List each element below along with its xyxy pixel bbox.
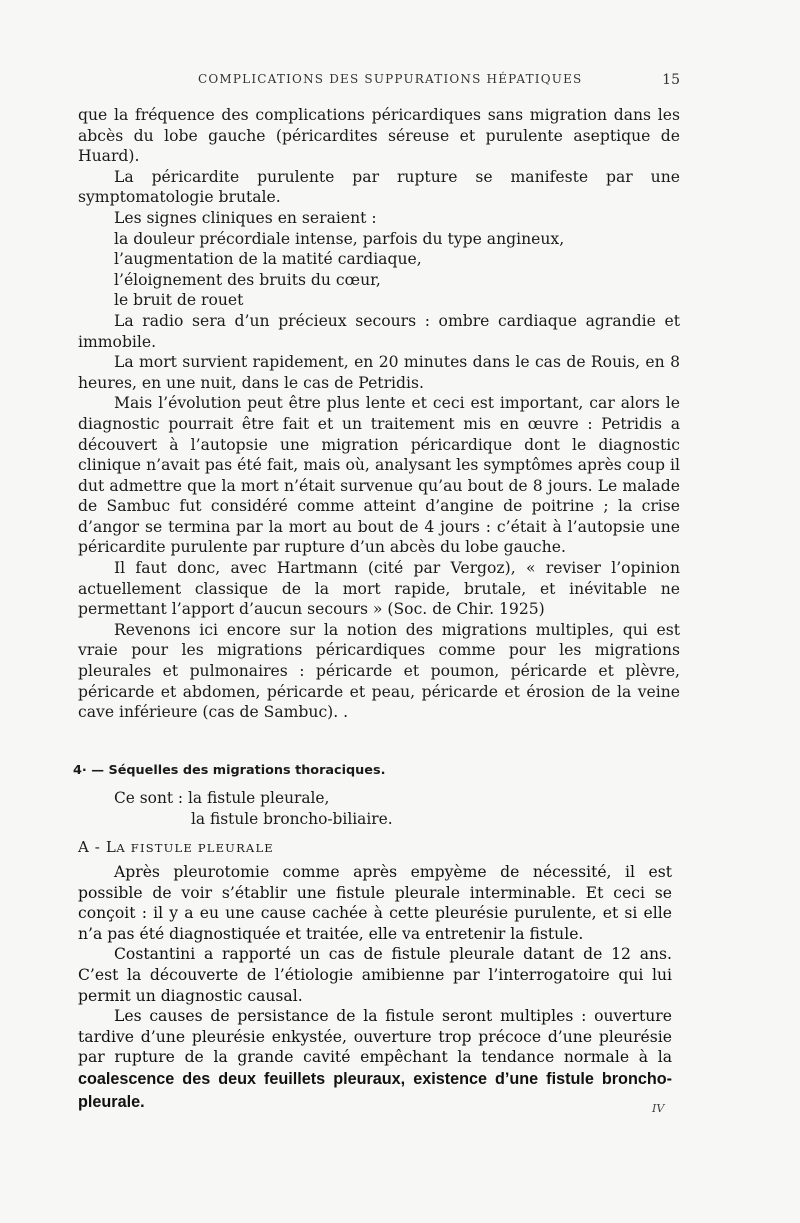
paragraph: Costantini a rapporté un cas de fistule pleurale datant de 12 ans. C’est la découverte de l’étiologie amibienne par l’interrogatoire qui lui permit un diagnostic causal. <box>78 945 672 1005</box>
running-title: COMPLICATIONS DES SUPPURATIONS HÉPATIQUES <box>198 72 583 86</box>
paragraph: La péricardite purulente par rupture se manifeste par une symptomatologie brutale. <box>78 167 680 207</box>
section-number: 4· <box>73 763 87 778</box>
subsection-title: A FISTULE PLEURALE <box>116 841 274 855</box>
paragraph: Les signes cliniques en seraient : <box>114 208 377 227</box>
signature-mark: IV <box>652 1102 665 1115</box>
paragraph: Il faut donc, avec Hartmann (cité par Vergoz), « reviser l’opinion actuellement classique de la mort rapide, brutale, et inévitable ne permettant l’apport d’aucun secours » (Soc. de Chir. 1925) <box>78 559 680 619</box>
paragraph: Après pleurotomie comme après empyème de nécessité, il est possible de voir s’établir une fistule pleurale interminable. Et ceci se conçoit : il y a eu une cause cachée à cette pleurésie purulente, et si elle n’a pas été diagnostiquée et traitée, elle va entretenir la fistule. <box>78 863 672 943</box>
lower-text <box>78 862 672 1114</box>
subsection-letter: A - L <box>78 838 117 856</box>
symptom-item: l’augmentation de la matité cardiaque, <box>114 250 422 269</box>
symptom-item: le bruit de rouet <box>114 291 244 310</box>
paragraph: La mort survient rapidement, en 20 minutes dans le cas de Rouis, en 8 heures, en une nuit, dans le cas de Petridis. <box>78 353 680 392</box>
sequelae-list <box>114 788 674 829</box>
list-item: la fistule broncho-biliaire. <box>191 809 393 828</box>
symptom-item: la douleur précordiale intense, parfois du type angineux, <box>114 229 565 248</box>
paragraph: La radio sera d’un précieux secours : ombre cardiaque agrandie et immobile. <box>78 311 680 351</box>
section-heading <box>73 763 680 778</box>
paragraph <box>78 1006 672 1114</box>
paragraph: que la fréquence des complications péricardiques sans migration dans les abcès du lobe gauche (péricardites séreuse et purulente aseptique de Huard). <box>78 106 680 166</box>
subsection-heading <box>78 838 274 856</box>
paragraph-normal: Les causes de persistance de la fistule seront multiples : ouverture tardive d’une pleurésie enkystée, ouverture trop précoce d’une pleurésie par rupture de la grande cavité empêchant la tendance normale à la <box>78 1007 672 1067</box>
main-text <box>78 105 680 723</box>
paragraph: Mais l’évolution peut être plus lente et ceci est important, car alors le diagnostic pourrait être fait et un traitement mis en œuvre : Petridis a découvert à l’autopsie une migration péricardique dont le diagnostic clinique n’avait pas été fait, mais où, analysant les symptômes après coup il dut admettre que la mort n’était survenue qu’au bout de 8 jours. Le malade de Sambuc fut considéré comme atteint d’angine de poitrine ; la crise d’angor se termina par la mort au bout de 4 jours : c’était à l’autopsie une péricardite purulente par rupture d’un abcès du lobe gauche. <box>78 394 680 557</box>
paragraph-bold: coalescence des deux feuillets pleuraux, existence d’une fistule broncho-pleurale. <box>78 1069 672 1111</box>
list-item: Ce sont : la fistule pleurale, <box>114 789 330 807</box>
paragraph: Revenons ici encore sur la notion des migrations multiples, qui est vraie pour les migrations péricardiques comme pour les migrations pleurales et pulmonaires : péricarde et poumon, péricarde et plèvre, péricarde et abdomen, péricarde et peau, péricarde et érosion de la veine cave inférieure (cas de Sambuc). . <box>78 620 680 722</box>
page-number: 15 <box>662 72 680 88</box>
section-title: — Séquelles des migrations thoraciques. <box>91 763 386 778</box>
symptom-item: l’éloignement des bruits du cœur, <box>114 270 381 289</box>
